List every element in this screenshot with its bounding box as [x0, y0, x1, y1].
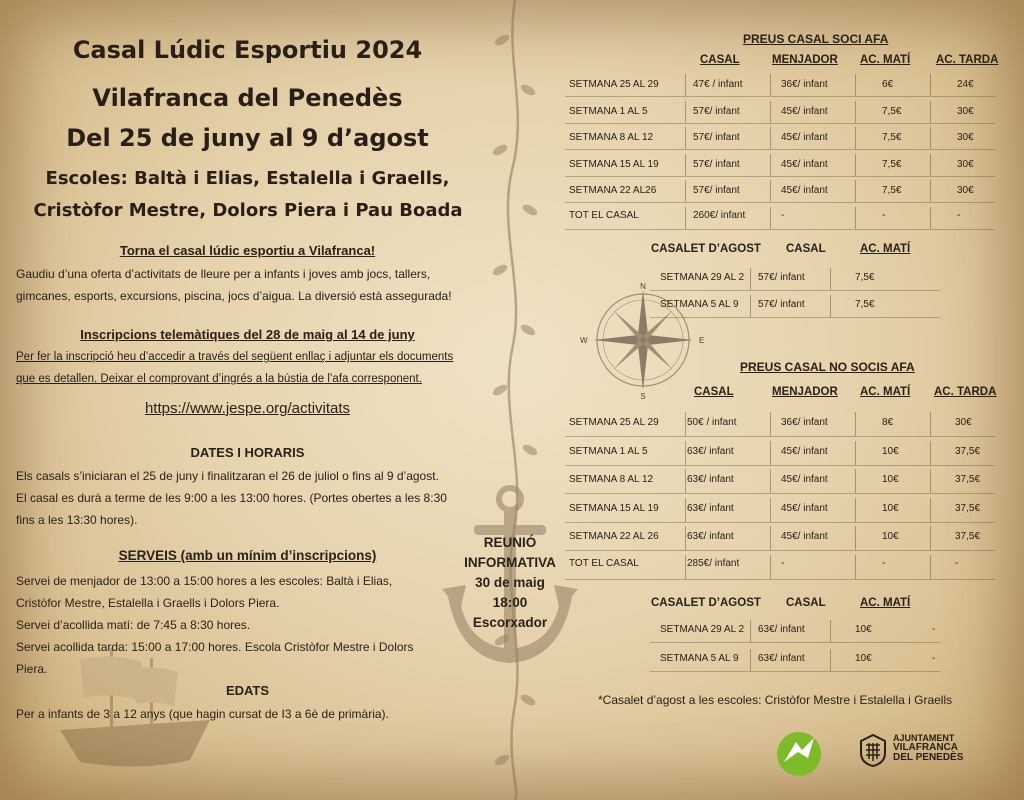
soci-header-0: CASAL: [700, 54, 740, 66]
soci-row-separator: [685, 154, 686, 176]
soci-row-separator: [855, 180, 856, 202]
nosoci-cell: 285€/ infant: [687, 557, 740, 569]
soci-cell: 30€: [957, 185, 974, 196]
soci-row-separator: [855, 101, 856, 123]
soci-row-separator: [770, 101, 771, 123]
soci-cell: 45€/ infant: [781, 105, 828, 117]
nosoci-aug-cell: 63€/ infant: [758, 624, 805, 635]
soci-row-separator: [930, 180, 931, 202]
soci-row-separator: [855, 207, 856, 229]
nosoci-cell: 63€/ infant: [687, 531, 734, 542]
nosoci-cell: 63€/ infant: [687, 474, 734, 485]
nosoci-row-separator: [855, 555, 856, 579]
soci-row-separator: [685, 101, 686, 123]
nosoci-cell: SETMANA 25 AL 29: [569, 417, 659, 428]
consell-esportiu-logo: [768, 728, 830, 780]
nosoci-row-separator: [770, 498, 771, 522]
soci-row: [565, 154, 995, 177]
nosoci-row: [565, 469, 995, 494]
nosoci-cell: 36€/ infant: [781, 417, 828, 428]
soci-cell: 36€/ infant: [781, 79, 828, 90]
nosoci-row: [565, 498, 995, 523]
services-text1: Servei de menjador de 13:00 a 15:00 hores a les escoles: Baltà i Elias,: [16, 574, 393, 588]
soci-cell: 45€/ infant: [781, 132, 828, 143]
nosoci-cell: SETMANA 1 AL 5: [569, 445, 648, 457]
services-heading: SERVEIS (amb un mínim d’inscripcions): [118, 548, 377, 563]
nosoci-aug-cell: 10€: [855, 653, 872, 664]
soci-header-1: MENJADOR: [772, 54, 838, 66]
soci-cell: 7,5€: [882, 132, 902, 143]
title-line3: Del 25 de juny al 9 d’agost: [66, 124, 429, 152]
footnote: *Casalet d’agost a les escoles: Cristòfor Mestre i Estalella i Graells: [598, 693, 953, 707]
ages-text: Per a infants de 3 a 12 anys (que hagin cursat de I3 a 6è de primària).: [16, 707, 389, 721]
soci-cell: 57€/ infant: [693, 185, 740, 196]
nosoci-cell: SETMANA 8 AL 12: [569, 474, 654, 485]
soci-row: [565, 101, 995, 124]
nosoci-cell: 45€/ infant: [781, 445, 828, 457]
nosoci-aug-header-1: CASAL: [786, 597, 826, 609]
nosoci-row-separator: [855, 469, 856, 493]
nosoci-aug-row-separator: [830, 620, 831, 642]
nosoci-cell: 37,5€: [955, 531, 981, 542]
soci-aug-cell: 7,5€: [855, 299, 875, 310]
ajuntament-l3: DEL PENEDÈS: [893, 752, 964, 763]
soci-aug-cell: 57€/ infant: [758, 272, 805, 283]
soci-cell: 6€: [882, 79, 894, 90]
nosoci-cell: 10€: [882, 502, 899, 514]
meeting-block: [448, 533, 572, 633]
nosoci-cell: SETMANA 22 AL 26: [569, 531, 659, 542]
soci-row-separator: [855, 74, 856, 96]
services-text2: Cristòfor Mestre, Estalella i Graells i Dolors Piera.: [16, 596, 280, 610]
nosoci-row-separator: [685, 441, 686, 465]
dates-text3: fins a les 13:30 hores).: [16, 513, 138, 527]
services-text5: Piera.: [16, 662, 48, 676]
soci-cell: 45€/ infant: [781, 158, 828, 170]
intro-text1: Gaudiu d’una oferta d’activitats de lleure per a infants i joves amb jocs, tallers,: [16, 267, 431, 281]
soci-aug-cell: SETMANA 29 AL 2: [660, 272, 745, 283]
dates-heading: DATES I HORARIS: [190, 445, 305, 460]
title-line2: Vilafranca del Penedès: [92, 84, 403, 112]
nosoci-row-separator: [930, 441, 931, 465]
nosoci-aug-row-separator: [750, 620, 751, 642]
meeting-l4: 18:00: [492, 595, 528, 610]
title-line5: Cristòfor Mestre, Dolors Piera i Pau Boada: [33, 200, 463, 221]
nosoci-row: [565, 412, 995, 437]
nosoci-cell: 37,5€: [955, 502, 981, 514]
soci-cell: SETMANA 1 AL 5: [569, 105, 648, 117]
nosoci-cell: 10€: [882, 474, 899, 485]
nosoci-row-separator: [685, 469, 686, 493]
soci-row: [565, 180, 995, 203]
nosoci-row-separator: [855, 498, 856, 522]
nosoci-row-separator: [855, 441, 856, 465]
soci-aug-header-0: CASALET D’AGOST: [651, 243, 761, 255]
meeting-l2: INFORMATIVA: [464, 555, 556, 570]
soci-aug-cell: 7,5€: [855, 272, 875, 283]
nosoci-cell: 10€: [882, 531, 899, 542]
ajuntament-l2: VILAFRANCA: [893, 742, 958, 753]
soci-row-separator: [930, 154, 931, 176]
nosoci-cell: 37,5€: [955, 445, 981, 457]
nosoci-cell: 63€/ infant: [687, 502, 734, 514]
soci-cell: 24€: [957, 79, 974, 90]
soci-aug-cell: 57€/ infant: [758, 299, 805, 310]
nosoci-cell: 45€/ infant: [781, 531, 828, 542]
compass-e: E: [699, 336, 705, 345]
nosoci-row-separator: [770, 469, 771, 493]
nosoci-cell: 37,5€: [955, 474, 981, 485]
intro-heading: Torna el casal lúdic esportiu a Vilafranca!: [119, 243, 376, 258]
soci-cell: 57€/ infant: [693, 105, 740, 117]
vine-decoration: [480, 0, 550, 800]
nosoci-row-separator: [770, 526, 771, 550]
nosoci-row-separator: [930, 469, 931, 493]
soci-row-separator: [930, 207, 931, 229]
soci-row-separator: [685, 127, 686, 149]
nosoci-cell: -: [781, 557, 785, 569]
nosoci-cell: 63€/ infant: [687, 445, 734, 457]
nosoci-row: [565, 555, 995, 580]
nosoci-cell: 10€: [882, 445, 899, 457]
soci-row-separator: [855, 127, 856, 149]
nosoci-row-separator: [685, 498, 686, 522]
soci-aug-row: [650, 295, 940, 318]
ajuntament-logo-text: [893, 733, 963, 763]
soci-cell: SETMANA 22 AL26: [569, 185, 657, 196]
nosoci-row-separator: [685, 555, 686, 579]
services-text3: Servei d’acollida matí: de 7:45 a 8:30 hores.: [16, 618, 251, 632]
soci-cell: 260€/ infant: [693, 209, 746, 221]
soci-cell: TOT EL CASAL: [569, 209, 639, 221]
nosoci-row-separator: [685, 412, 686, 436]
soci-cell: 45€/ infant: [781, 185, 828, 196]
nosoci-cell: -: [955, 557, 959, 569]
nosoci-cell: 30€: [955, 417, 972, 428]
registration-text2: que es detallen. Deixar el comprovant d’ingrés a la bústia de l’afa corresponent.: [16, 373, 422, 385]
soci-row-separator: [930, 74, 931, 96]
compass-s: S: [640, 392, 646, 400]
soci-row-separator: [770, 154, 771, 176]
compass-n: N: [640, 282, 646, 291]
nosoci-title: PREUS CASAL NO SOCIS AFA: [740, 360, 915, 374]
nosoci-row-separator: [930, 412, 931, 436]
nosoci-aug-cell: SETMANA 29 AL 2: [660, 624, 745, 635]
soci-row-separator: [770, 74, 771, 96]
soci-aug-row-separator: [750, 268, 751, 290]
nosoci-row: [565, 441, 995, 466]
soci-row: [565, 74, 995, 97]
nosoci-row-separator: [930, 526, 931, 550]
nosoci-cell: 50€ / infant: [687, 417, 737, 428]
soci-cell: 47€ / infant: [693, 79, 743, 90]
soci-aug-row-separator: [830, 295, 831, 317]
soci-cell: SETMANA 8 AL 12: [569, 132, 654, 143]
dates-text2: El casal es durà a terme de les 9:00 a les 13:00 hores. (Portes obertes a les 8:30: [16, 491, 447, 505]
nosoci-aug-row: [650, 649, 940, 672]
nosoci-aug-cell: -: [932, 624, 936, 635]
soci-cell: SETMANA 15 AL 19: [569, 158, 659, 170]
soci-row: [565, 207, 995, 230]
services-text4: Servei acollida tarda: 15:00 a 17:00 hores. Escola Cristòfor Mestre i Dolors: [16, 640, 414, 654]
registration-heading: Inscripcions telemàtiques del 28 de maig al 14 de juny: [80, 327, 415, 342]
soci-cell: -: [781, 209, 785, 221]
soci-cell: 7,5€: [882, 105, 902, 117]
title-line4: Escoles: Baltà i Elias, Estalella i Graells,: [45, 168, 450, 189]
soci-cell: 7,5€: [882, 158, 902, 170]
nosoci-aug-cell: -: [932, 653, 936, 664]
nosoci-aug-cell: 10€: [855, 624, 872, 635]
soci-cell: -: [957, 209, 961, 221]
nosoci-cell: SETMANA 15 AL 19: [569, 502, 659, 514]
soci-row-separator: [855, 154, 856, 176]
nosoci-row-separator: [855, 526, 856, 550]
soci-row-separator: [930, 127, 931, 149]
soci-row: [565, 127, 995, 150]
intro-text2: gimcanes, esports, excursions, piscina, jocs d’aigua. La diversió està assegurada!: [16, 289, 452, 303]
soci-row-separator: [685, 207, 686, 229]
nosoci-row: [565, 526, 995, 551]
nosoci-aug-header-2: AC. MATÍ: [860, 597, 911, 609]
soci-cell: 57€/ infant: [693, 132, 740, 143]
soci-aug-header-2: AC. MATÍ: [860, 243, 911, 255]
nosoci-row-separator: [770, 555, 771, 579]
ajuntament-l1: AJUNTAMENT: [893, 733, 955, 743]
soci-aug-cell: SETMANA 5 AL 9: [660, 299, 739, 310]
meeting-l5: Escorxador: [472, 615, 548, 630]
soci-header-2: AC. MATÍ: [860, 54, 911, 66]
soci-cell: 57€/ infant: [693, 158, 740, 170]
soci-aug-row-separator: [830, 268, 831, 290]
nosoci-aug-row-separator: [830, 649, 831, 671]
nosoci-header-2: AC. MATÍ: [860, 386, 911, 398]
title-line1: Casal Lúdic Esportiu 2024: [72, 36, 423, 64]
nosoci-row-separator: [685, 526, 686, 550]
vilafranca-crest-icon: [858, 733, 888, 767]
nosoci-aug-row-separator: [750, 649, 751, 671]
nosoci-row-separator: [930, 555, 931, 579]
soci-cell: 30€: [957, 158, 974, 170]
soci-header-3: AC. TARDA: [936, 54, 999, 66]
soci-row-separator: [685, 180, 686, 202]
soci-aug-header-1: CASAL: [786, 243, 826, 255]
soci-row-separator: [770, 127, 771, 149]
meeting-l1: REUNIÓ: [483, 535, 537, 550]
nosoci-row-separator: [930, 498, 931, 522]
compass-w: W: [580, 336, 588, 345]
registration-text1: Per fer la inscripció heu d’accedir a través del següent enllaç i adjuntar els documents: [16, 351, 454, 363]
soci-row-separator: [770, 207, 771, 229]
soci-cell: 7,5€: [882, 185, 902, 196]
nosoci-aug-row: [650, 620, 940, 643]
soci-title: PREUS CASAL SOCI AFA: [743, 32, 889, 46]
nosoci-aug-cell: 63€/ infant: [758, 653, 805, 664]
nosoci-cell: 45€/ infant: [781, 474, 828, 485]
nosoci-header-0: CASAL: [694, 386, 734, 398]
nosoci-aug-cell: SETMANA 5 AL 9: [660, 653, 739, 664]
soci-row-separator: [770, 180, 771, 202]
nosoci-cell: 45€/ infant: [781, 502, 828, 514]
soci-row-separator: [685, 74, 686, 96]
soci-cell: SETMANA 25 AL 29: [569, 79, 659, 90]
ages-heading: EDATS: [225, 683, 270, 698]
nosoci-cell: -: [882, 557, 886, 569]
nosoci-cell: TOT EL CASAL: [569, 557, 639, 569]
dates-text1: Els casals s’iniciaran el 25 de juny i finalitzaran el 26 de juliol o fins al 9 d’agost.: [16, 469, 439, 483]
soci-row-separator: [930, 101, 931, 123]
nosoci-aug-header-0: CASALET D’AGOST: [651, 597, 761, 609]
nosoci-header-1: MENJADOR: [772, 386, 838, 398]
soci-cell: -: [882, 209, 886, 221]
soci-aug-row: [650, 268, 940, 291]
registration-link[interactable]: https://www.jespe.org/activitats: [144, 400, 351, 417]
nosoci-header-3: AC. TARDA: [934, 386, 997, 398]
nosoci-row-separator: [770, 412, 771, 436]
meeting-l3: 30 de maig: [475, 575, 545, 590]
soci-cell: 30€: [957, 132, 974, 143]
soci-aug-row-separator: [750, 295, 751, 317]
soci-cell: 30€: [957, 105, 974, 117]
nosoci-cell: 8€: [882, 417, 894, 428]
nosoci-row-separator: [770, 441, 771, 465]
nosoci-row-separator: [855, 412, 856, 436]
